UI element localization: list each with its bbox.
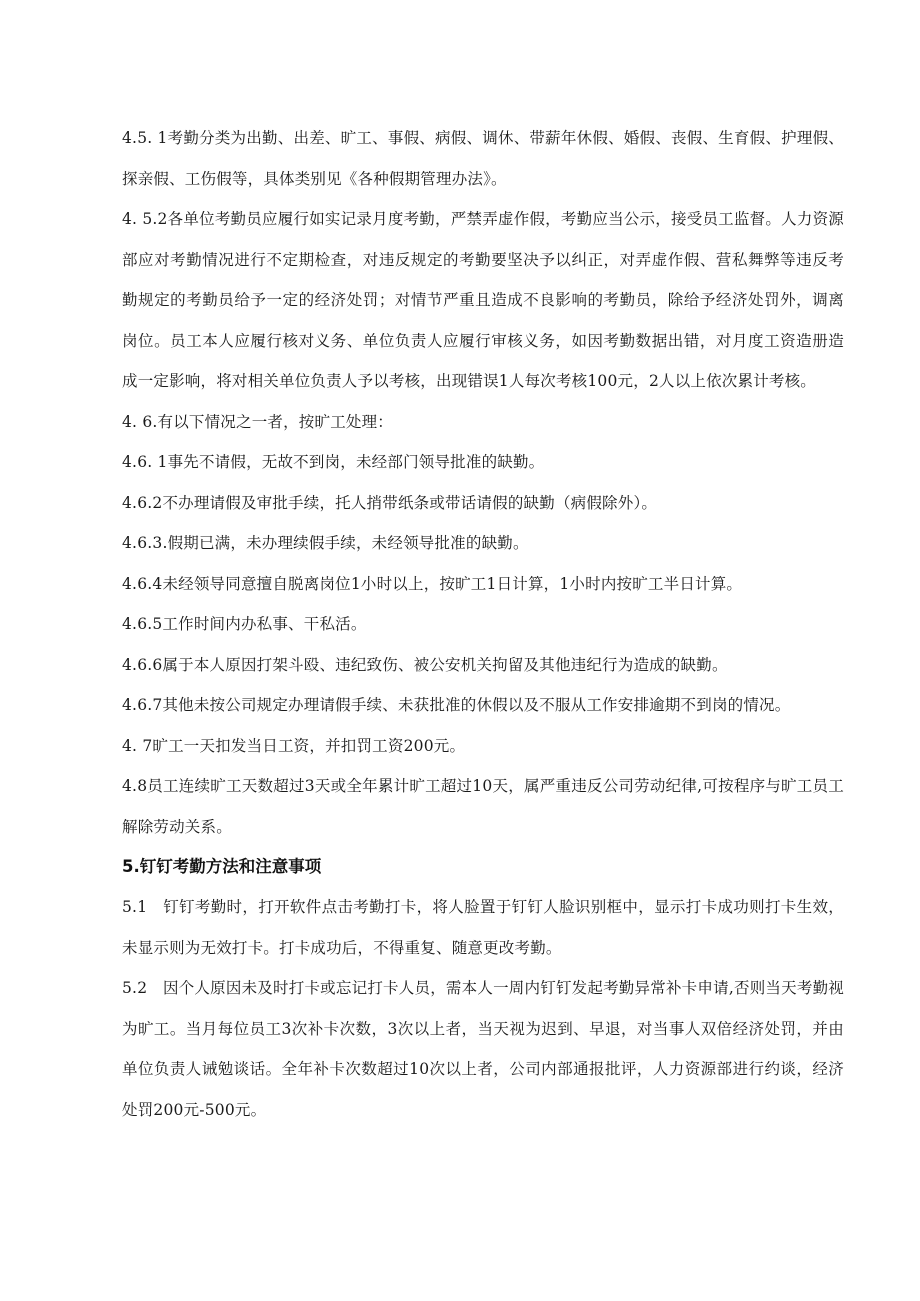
clause-4-7: 4. 7旷工一天扣发当日工资，并扣罚工资200元。 (122, 736, 466, 755)
clause-5-2: 5.2 因个人原因未及时打卡或忘记打卡人员，需本人一周内钉钉发起考勤异常补卡申请,否则当天考勤视为旷工。当月每位员工3次补卡次数，3次以上者，当天视为迟到、早退，对当事人双倍经济处罚，并由单位负责人诫勉谈话。全年补卡次数超过10次以上者，公司内部通报批评，人力资源部进行约谈，经济处罚200元-500元。 (122, 979, 844, 1119)
clause-4-6-4: 4.6.4未经领导同意擅自脱离岗位1小时以上，按旷工1日计算，1小时内按旷工半日计算。 (122, 574, 743, 593)
clause-4-5-2: 4. 5.2各单位考勤员应履行如实记录月度考勤，严禁弄虚作假，考勤应当公示，接受员工监督。人力资源部应对考勤情况进行不定期检查，对违反规定的考勤要坚决予以纠正，对弄虚作假、营私舞弊等违反考勤规定的考勤员给予一定的经济处罚；对情节严重且造成不良影响的考勤员，除给予经济处罚外，调离岗位。员工本人应履行核对义务、单位负责人应履行审核义务，如因考勤数据出错，对月度工资造册造成一定影响，将对相关单位负责人予以考核，出现错误1人每次考核100元，2人以上依次累计考核。 (122, 210, 844, 390)
clause-4-6-1: 4.6. 1事先不请假，无故不到岗，未经部门领导批准的缺勤。 (122, 453, 545, 471)
document-body (122, 118, 844, 1130)
clause-5-1: 5.1 钉钉考勤时，打开软件点击考勤打卡，将人脸置于钉钉人脸识别框中，显示打卡成功则打卡生效，未显示则为无效打卡。打卡成功后，不得重复、随意更改考勤。 (122, 898, 844, 957)
clause-4-6-6: 4.6.6属于本人原因打架斗殴、违纪致伤、被公安机关拘留及其他违纪行为造成的缺勤。 (122, 655, 728, 674)
section-5-heading: 5.钉钉考勤方法和注意事项 (122, 857, 322, 876)
clause-4-6-5: 4.6.5工作时间内办私事、干私活。 (122, 615, 367, 633)
clause-4-6: 4. 6.有以下情况之一者，按旷工处理： (122, 412, 394, 431)
clause-4-8: 4.8员工连续旷工天数超过3天或全年累计旷工超过10天，属严重违反公司劳动纪律,可按程序与旷工员工解除劳动关系。 (122, 777, 844, 836)
clause-4-6-7: 4.6.7其他未按公司规定办理请假手续、未获批准的休假以及不服从工作安排逾期不到岗的情况。 (122, 696, 791, 714)
clause-4-5-1: 4.5. 1考勤分类为出勤、出差、旷工、事假、病假、调休、带薪年休假、婚假、丧假、生育假、护理假、探亲假、工伤假等，具体类别见《各种假期管理办法》。 (122, 129, 844, 188)
clause-4-6-3: 4.6.3.假期已满，未办理续假手续，未经领导批准的缺勤。 (122, 534, 529, 552)
clause-4-6-2: 4.6.2不办理请假及审批手续，托人捎带纸条或带话请假的缺勤（病假除外）。 (122, 493, 658, 512)
